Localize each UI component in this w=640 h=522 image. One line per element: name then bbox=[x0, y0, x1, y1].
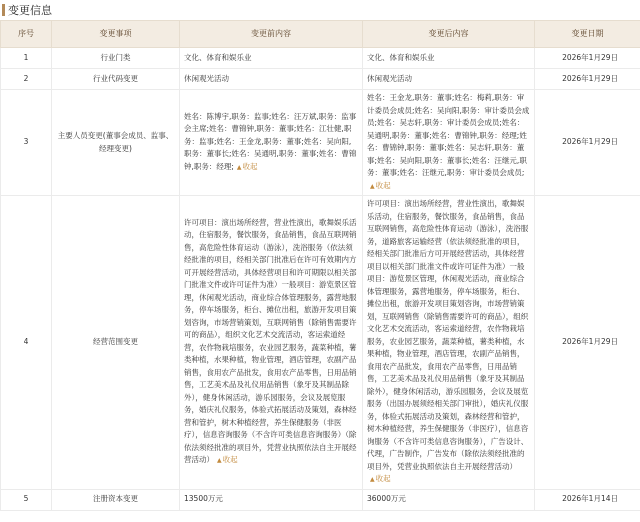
row-after: 休闲观光活动 bbox=[363, 69, 535, 90]
table-row bbox=[1, 90, 640, 196]
row-after-cell bbox=[363, 196, 535, 490]
row-date: 2026年1月29日 bbox=[535, 90, 640, 196]
header-index: 序号 bbox=[1, 21, 52, 48]
row-index: 1 bbox=[1, 48, 52, 69]
triangle-up-icon: ▲ bbox=[370, 182, 375, 190]
table-row bbox=[1, 69, 640, 90]
row-date: 2026年1月29日 bbox=[535, 48, 640, 69]
row-before: 许可项目：演出场所经营，营业性演出，歌舞娱乐活动，住宿服务，餐饮服务，食品销售，食品互联网销售，高危险性体育运动（游泳），洗浴服务（依法须经批准的项目，经相关部门批准后在许可有效期内方可开展经营活动，具体经营项目和许可期限以相关部门批准文件或许可证件为准）一般项目：游览景区管理，休闲观光活动，商业综合体管理服务，露营地服务，停车场服务，柜台、摊位出租，旅游开发项目策划咨询，市场营销策划，互联网销售（除销售需要许可的商品），组织文化艺术交流活动，客运索道经营，农作物栽培服务，农业园艺服务，蔬菜种植，薯类种植，水果种植，物业管理，酒店管理，农副产品销售，食用农产品批发，食用农产品零售，日用品销售，工艺美术品及礼仪用品销售（象牙及其制品除外），健身休闲活动，游乐园服务，会议及展览服务，婚庆礼仪服务，体验式拓展活动及策划，森林经营和管护，树木种植经营，养生保健服务（非医疗），信息咨询服务（不含许可类信息咨询服务）（除依法须经批准的项目外，凭营业执照依法自主开展经营活动） bbox=[184, 217, 357, 465]
collapse-label: 收起 bbox=[222, 455, 238, 465]
section-accent-bar bbox=[2, 4, 5, 16]
row-after-cell bbox=[363, 90, 535, 196]
row-index: 2 bbox=[1, 69, 52, 90]
table-header-row bbox=[1, 21, 640, 48]
triangle-up-icon: ▲ bbox=[370, 476, 375, 483]
table-row bbox=[1, 196, 640, 490]
row-after: 文化、体育和娱乐业 bbox=[363, 48, 535, 69]
row-before-cell bbox=[180, 196, 363, 490]
section-header bbox=[0, 0, 640, 20]
section-title: 变更信息 bbox=[8, 4, 52, 17]
row-before-cell bbox=[180, 90, 363, 196]
triangle-up-icon: ▲ bbox=[236, 163, 242, 171]
row-date: 2026年1月29日 bbox=[535, 196, 640, 490]
row-before: 13500万元 bbox=[180, 489, 363, 510]
header-after: 变更后内容 bbox=[363, 21, 535, 48]
row-date: 2026年1月14日 bbox=[535, 489, 640, 510]
row-item: 行业代码变更 bbox=[52, 69, 180, 90]
collapse-link[interactable] bbox=[370, 474, 391, 483]
row-date: 2026年1月29日 bbox=[535, 69, 640, 90]
table-row bbox=[1, 489, 640, 510]
row-index: 4 bbox=[1, 196, 52, 490]
header-before: 变更前内容 bbox=[180, 21, 363, 48]
collapse-link[interactable] bbox=[237, 162, 258, 171]
header-date: 变更日期 bbox=[535, 21, 640, 48]
collapse-link[interactable] bbox=[370, 181, 391, 190]
triangle-up-icon: ▲ bbox=[217, 457, 222, 465]
row-before: 休闲观光活动 bbox=[180, 69, 363, 90]
collapse-link[interactable] bbox=[217, 455, 238, 464]
row-index: 3 bbox=[1, 90, 52, 196]
row-before: 姓名：陈博宇,职务：监事;姓名：汪万斌,职务：监事会主席;姓名：曹锦钟,职务：董事;姓名：江壮健,职务：监事;姓名：王金龙,职务：董事;姓名：吴向阳,职务：董事长;姓名：吴通明,职务：董事;姓名：曹锦钟,职务：经理; bbox=[184, 111, 357, 171]
collapse-label: 收起 bbox=[375, 474, 391, 483]
change-info-table bbox=[0, 20, 640, 511]
collapse-label: 收起 bbox=[242, 161, 258, 171]
row-index: 5 bbox=[1, 489, 52, 510]
row-item: 经营范围变更 bbox=[52, 196, 180, 490]
row-item: 主要人员变更(董事会成员、监事、经理变更) bbox=[52, 90, 180, 196]
table-row bbox=[1, 48, 640, 69]
row-item: 行业门类 bbox=[52, 48, 180, 69]
row-after: 许可项目：演出场所经营，营业性演出，歌舞娱乐活动，住宿服务，餐饮服务，食品销售，食品互联网销售，高危险性体育运动（游泳），洗浴服务，道路旅客运输经营（依法须经批准的项目，经相关部门批准后方可开展经营活动，具体经营项目以相关部门批准文件或许可证件为准）一般项目：游览景区管理，休闲观光活动，商业综合体管理服务，露营地服务，停车场服务，柜台、摊位出租，旅游开发项目策划咨询，市场营销策划，互联网销售（除销售需要许可的商品），组织文化艺术交流活动，客运索道经营，农作物栽培服务，农业园艺服务，蔬菜种植，薯类种植，水果种植，物业管理，酒店管理，农副产品销售，食用农产品批发，食用农产品零售，日用品销售，工艺美术品及礼仪用品销售（象牙及其制品除外），健身休闲活动，游乐园服务，会议及展览服务（出国办展须经相关部门审批），婚庆礼仪服务，体验式拓展活动及策划，森林经营和管护，树木种植经营，养生保健服务（非医疗），信息咨询服务（不含许可类信息咨询服务），广告设计、代理，广告制作，广告发布（除依法须经批准的项目外，凭营业执照依法自主开展经营活动） bbox=[367, 199, 529, 471]
row-after: 姓名：王金龙,职务：董事;姓名：梅莉,职务：审计委员会成员;姓名：吴向阳,职务：审计委员会成员;姓名：吴志轩,职务：审计委员会成员;姓名：吴通明,职务：董事;姓名：曹锦钟,职务：经理;姓名：曹锦钟,职务：董事;姓名：吴志轩,职务：董事;姓名：吴向阳,职务：董事长;姓名：汪继元,职务：董事;姓名：汪继元,职务：审计委员会成员; bbox=[367, 93, 530, 177]
row-after: 36000万元 bbox=[363, 489, 535, 510]
row-item: 注册资本变更 bbox=[52, 489, 180, 510]
row-before: 文化、体育和娱乐业 bbox=[180, 48, 363, 69]
header-item: 变更事项 bbox=[52, 21, 180, 48]
collapse-label: 收起 bbox=[375, 180, 391, 190]
